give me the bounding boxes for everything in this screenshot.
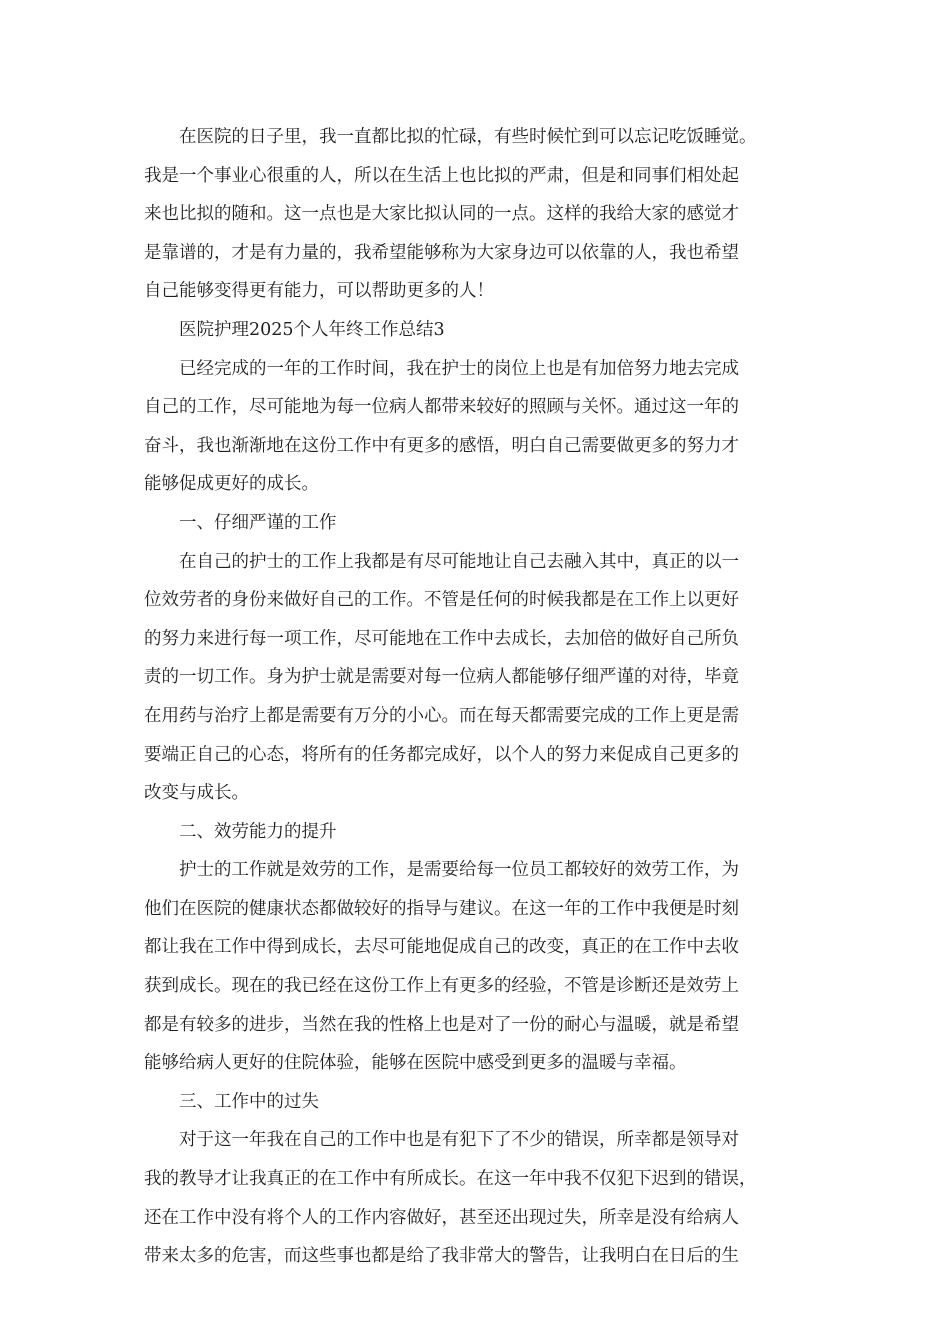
text-line: 已经完成的一年的工作时间，我在护士的岗位上也是有加倍努力地去完成 [179,358,739,379]
text-line: 我的教导才让我真正的在工作中有所成长。在这一年中我不仅犯下迟到的错误， [144,1169,757,1190]
paragraph-heading-3 [144,1083,814,1122]
text-line: 是靠谱的，才是有力量的，我希望能够称为大家身边可以依靠的人，我也希望 [144,242,739,263]
text-line: 二、效劳能力的提升 [179,821,337,842]
paragraph-intro [144,118,814,311]
text-line: 还在工作中没有将个人的工作内容做好，甚至还出现过失，所幸是没有给病人 [144,1207,739,1228]
text-line: 在用药与治疗上都是需要有万分的小心。而在每天都需要完成的工作上更是需 [144,705,739,726]
text-line: 自己能够变得更有能力，可以帮助更多的人！ [144,281,494,302]
text-line: 获到成长。现在的我已经在这份工作上有更多的经验，不管是诊断还是效劳上 [144,976,739,997]
paragraph-heading-2 [144,813,814,852]
text-line: 在医院的日子里，我一直都比拟的忙碌，有些时候忙到可以忘记吃饭睡觉。 [179,127,757,147]
text-line: 责的一切工作。身为护士就是需要对每一位病人都能够仔细严谨的对待，毕竟 [144,667,739,688]
text-line: 来也比拟的随和。这一点也是大家比拟认同的一点。这样的我给大家的感觉才 [144,204,739,225]
text-line: 自己的工作，尽可能地为每一位病人都带来较好的照顾与关怀。通过这一年的 [144,397,739,418]
text-line: 在自己的护士的工作上我都是有尽可能地让自己去融入其中，真正的以一 [179,551,739,572]
text-line: 三、工作中的过失 [179,1091,319,1112]
text-line: 要端正自己的心态，将所有的任务都完成好，以个人的努力来促成自己更多的 [144,744,739,765]
text-line: 能够促成更好的成长。 [144,474,319,495]
text-line: 改变与成长。 [144,783,249,804]
paragraph-summary [144,350,814,504]
text-line: 医院护理2025个人年终工作总结3 [179,319,445,340]
text-line: 能够给病人更好的住院体验，能够在医院中感受到更多的温暖与幸福。 [144,1053,687,1074]
paragraph-heading-1 [144,504,814,543]
text-line: 他们在医院的健康状态都做较好的指导与建议。在这一年的工作中我便是时刻 [144,898,739,919]
text-line: 护士的工作就是效劳的工作，是需要给每一位员工都较好的效劳工作，为 [179,860,739,881]
text-line: 的努力来进行每一项工作，尽可能地在工作中去成长，去加倍的做好自己所负 [144,628,739,649]
paragraph-section-1 [144,543,814,813]
text-line: 一、仔细严谨的工作 [179,512,337,533]
text-line: 对于这一年我在自己的工作中也是有犯下了不少的错误，所幸都是领导对 [179,1130,739,1151]
paragraph-section-2 [144,851,814,1083]
document-body [144,118,814,1276]
text-line: 我是一个事业心很重的人，所以在生活上也比拟的严肃，但是和同事们相处起 [144,165,739,186]
text-line: 带来太多的危害，而这些事也都是给了我非常大的警告，让我明白在日后的生 [144,1246,739,1267]
text-line: 都是有较多的进步，当然在我的性格上也是对了一份的耐心与温暖，就是希望 [144,1014,739,1035]
text-line: 奋斗，我也渐渐地在这份工作中有更多的感悟，明白自己需要做更多的努力才 [144,435,739,456]
paragraph-title-3 [144,311,814,350]
text-line: 位效劳者的身份来做好自己的工作。不管是任何的时候我都是在工作上以更好 [144,590,739,611]
paragraph-section-3 [144,1121,814,1275]
text-line: 都让我在工作中得到成长，去尽可能地促成自己的改变，真正的在工作中去收 [144,937,739,958]
